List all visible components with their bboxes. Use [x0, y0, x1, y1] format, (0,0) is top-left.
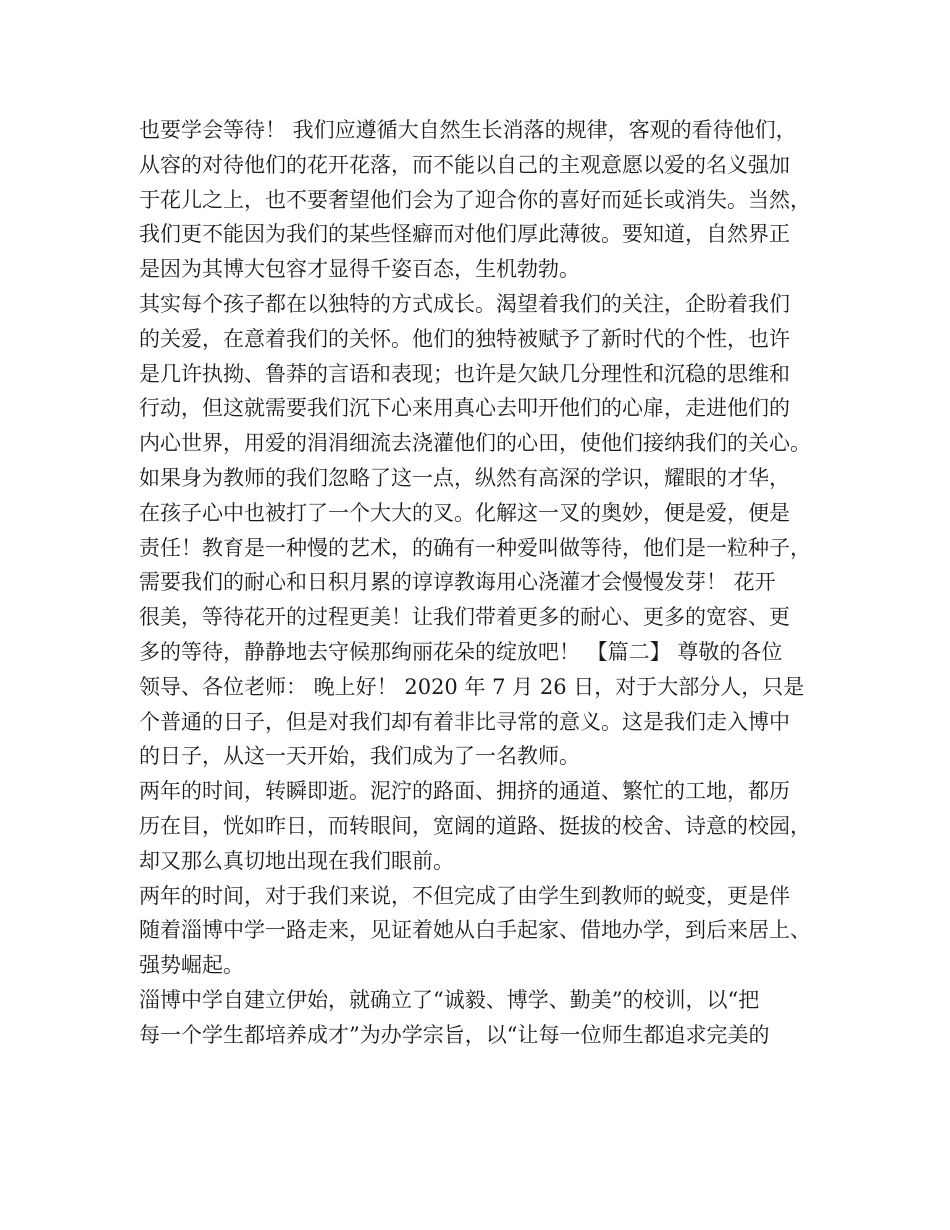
text-line: 两年的时间，对于我们来说，不但完成了由学生到教师的蜕变，更是伴 — [139, 883, 790, 908]
text-line: 却又那么真切地出现在我们眼前。 — [139, 848, 454, 873]
text-line: 多的等待，静静地去守候那绚丽花朵的绽放吧！ 【篇二】 尊敬的各位 — [139, 639, 783, 664]
text-line: 领导、各位老师： 晚上好！ 2020 年 7 月 26 日，对于大部分人，只是 — [139, 674, 805, 699]
text-line: 需要我们的耐心和日积月累的谆谆教诲用心浇灌才会慢慢发芽！ 花开 — [139, 570, 776, 595]
text-line: 的日子，从这一天开始，我们成为了一名教师。 — [139, 744, 580, 769]
text-line: 也要学会等待！ 我们应遵循大自然生长消落的规律，客观的看待他们， — [139, 118, 797, 142]
text-line: 于花儿之上，也不要奢望他们会为了迎合你的喜好而延长或消失。当然， — [139, 187, 811, 212]
text-line: 淄博中学自建立伊始，就确立了“诚毅、博学、勤美”的校训，以“把 — [139, 987, 760, 1012]
text-line: 在孩子心中也被打了一个大大的叉。化解这一叉的奥妙，便是爱，便是 — [139, 500, 790, 525]
text-line: 的关爱，在意着我们的关怀。他们的独特被赋予了新时代的个性，也许 — [139, 326, 790, 351]
text-line: 个普通的日子，但是对我们却有着非比寻常的意义。这是我们走入博中 — [139, 709, 790, 734]
text-line: 强势崛起。 — [139, 953, 244, 978]
text-line: 是几许执拗、鲁莽的言语和表现；也许是欠缺几分理性和沉稳的思维和 — [139, 361, 790, 386]
text-line: 责任！教育是一种慢的艺术，的确有一种爱叫做等待，他们是一粒种子， — [139, 535, 811, 560]
text-line: 历在目，恍如昨日，而转眼间，宽阔的道路、挺拔的校舍、诗意的校园， — [139, 813, 811, 838]
text-line: 每一个学生都培养成才”为办学宗旨，以“让每一位师生都追求完美的 — [139, 1022, 770, 1047]
text-line: 如果身为教师的我们忽略了这一点，纵然有高深的学识，耀眼的才华， — [139, 465, 790, 490]
text-line: 很美，等待花开的过程更美！让我们带着更多的耐心、更多的宽容、更 — [139, 605, 790, 630]
text-line: 随着淄博中学一路走来，见证着她从白手起家、借地办学，到后来居上、 — [139, 918, 811, 943]
text-line: 从容的对待他们的花开花落，而不能以自己的主观意愿以爱的名义强加 — [139, 152, 790, 177]
text-line: 行动，但这就需要我们沉下心来用真心去叩开他们的心扉，走进他们的 — [139, 396, 790, 421]
text-line: 是因为其博大包容才显得千姿百态，生机勃勃。 — [139, 257, 580, 282]
text-line: 我们更不能因为我们的某些怪癖而对他们厚此薄彼。要知道，自然界正 — [139, 222, 790, 247]
text-line: 内心世界，用爱的涓涓细流去浇灌他们的心田，使他们接纳我们的关心。 — [139, 431, 811, 456]
text-line: 两年的时间，转瞬即逝。泥泞的路面、拥挤的通道、繁忙的工地，都历 — [139, 779, 790, 804]
text-line: 其实每个孩子都在以独特的方式成长。渴望着我们的关注，企盼着我们 — [139, 291, 790, 316]
document-body — [139, 113, 829, 1053]
